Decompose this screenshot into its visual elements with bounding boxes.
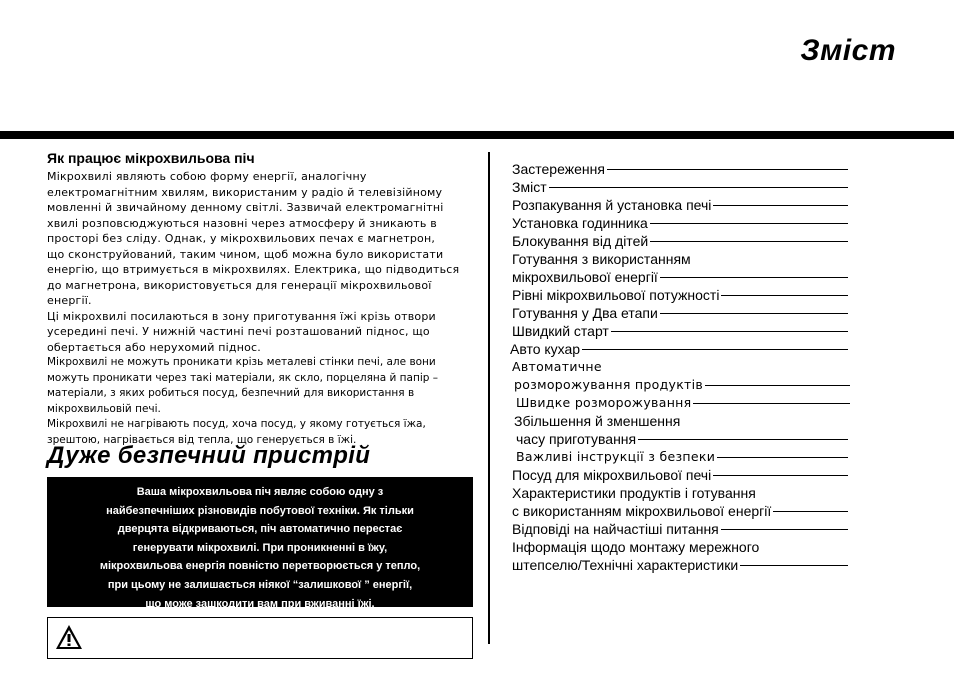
text-line: усередині печі. У нижній частині печі розташований піднос, що: [47, 325, 430, 338]
text-line: зрештою, нагрівається від тепла, що генерується в їжі.: [47, 433, 357, 446]
toc-item: [516, 394, 850, 412]
toc-item-label: Авто кухар: [510, 341, 581, 357]
toc-leader-line: [693, 403, 850, 404]
text-line: просторі без сліду. Однак, у мікрохвильових печах є магнетрон,: [47, 232, 436, 245]
toc-item: [512, 556, 848, 574]
toc-item: [512, 232, 848, 250]
toc-item-label: часу приготування: [516, 431, 637, 447]
toc-item: [514, 376, 850, 394]
toc-item-label: Зміст: [512, 179, 547, 195]
toc-leader-line: [611, 331, 848, 332]
safety-line: генерувати мікрохвилі. При проникненні в їжу,: [132, 541, 388, 554]
toc-item: [512, 538, 759, 556]
how-it-works-heading: Як працює мікрохвильова піч: [47, 150, 255, 166]
toc-leader-line: [740, 565, 848, 566]
toc-item: [512, 178, 848, 196]
text-line: Ці мікрохвилі посилаються в зону приготування їжі крізь отвори: [47, 309, 436, 323]
column-divider: [488, 152, 490, 644]
safety-line: мікрохвильова енергія повністю перетворюється у тепло,: [99, 560, 421, 573]
toc-leader-line: [638, 439, 848, 440]
toc-item-label: Автоматичне: [512, 359, 602, 374]
text-line: матеріали, з яких робиться посуд, безпечний для використання в: [47, 387, 415, 399]
toc-item-label: Готування у Два етапи: [512, 305, 658, 321]
how-it-works-text: [47, 169, 477, 355]
toc-leader-line: [773, 511, 848, 512]
toc-item-label: штепселю/Технічні характеристики: [512, 557, 739, 573]
toc-leader-line: [660, 277, 848, 278]
text-line: обертається або нерухомий піднос.: [47, 340, 261, 354]
warning-triangle-icon: [54, 623, 84, 651]
toc-item: [512, 322, 848, 340]
toc-item-label: Інформація щодо монтажу мережного: [512, 539, 760, 555]
toc-item-label: Відповіді на найчастіші питання: [512, 521, 719, 537]
toc-leader-line: [717, 457, 848, 458]
text-line: мовленні й звичайному денному світлі. Зазвичай електромагнітні: [47, 201, 444, 214]
toc-item: [512, 484, 756, 502]
toc-leader-line: [713, 475, 848, 476]
toc-item-label: Характеристики продуктів і готування: [512, 485, 756, 501]
toc-leader-line: [607, 169, 848, 170]
toc-leader-line: [713, 205, 848, 206]
toc-leader-line: [721, 295, 848, 296]
safety-line: що може зашкодити вам при вживанні їжі.: [145, 597, 375, 610]
text-line: електромагнітним хвилям, використаним у радіо й телевізійному: [47, 185, 443, 199]
toc-item: [512, 250, 691, 268]
text-line: можуть проникати через такі матеріали, як скло, порцеляна й папір –: [47, 371, 439, 384]
toc-item: [510, 340, 848, 358]
toc-item: [512, 214, 848, 232]
toc-item-label: Готування з використанням: [512, 251, 691, 267]
toc-item-label: Важливі інструкції з безпеки: [516, 449, 716, 464]
toc-item: [512, 520, 848, 538]
toc-item-label: Посуд для мікрохвильової печі: [512, 467, 712, 483]
toc-item: [514, 412, 680, 430]
toc-item-label: Розпакування й установка печі: [512, 197, 712, 213]
toc-item-label: Швидкий старт: [512, 323, 609, 339]
toc-item: [512, 268, 848, 286]
toc-leader-line: [660, 313, 848, 314]
toc-item: [512, 358, 602, 376]
text-line: мікрохвильовій печі.: [47, 402, 161, 415]
toc-item-label: Рівні мікрохвильової потужності: [512, 287, 720, 303]
warning-box: [47, 617, 473, 659]
safety-line: дверцята відкриваються, піч автоматично перестає: [117, 523, 403, 536]
safety-line: Ваша мікрохвильова піч являє собою одну з: [136, 486, 384, 498]
text-line: що сконструйований, таким чином, щоб можна було використати: [47, 247, 444, 261]
text-line: енергії.: [47, 294, 92, 307]
toc-item-label: Збільшення й зменшення: [514, 413, 681, 429]
toc-item-label: с використанням мікрохвильової енергії: [512, 503, 772, 519]
text-line: Мікрохвилі не можуть проникати крізь металеві стінки печі, але вони: [47, 356, 436, 368]
toc-item: [516, 448, 848, 466]
toc-item-label: Застереження: [512, 161, 605, 177]
toc-leader-line: [650, 223, 848, 224]
how-it-works-note: [47, 355, 477, 448]
toc-item: [516, 430, 848, 448]
toc-item: [512, 286, 848, 304]
toc-leader-line: [549, 187, 848, 188]
toc-item: [512, 196, 848, 214]
toc-leader-line: [582, 349, 848, 350]
toc-item: [512, 160, 848, 178]
toc-leader-line: [721, 529, 848, 530]
safety-heading: Дуже безпечний пристрій: [47, 442, 371, 469]
safety-info-box: [47, 477, 473, 610]
toc-leader-line: [705, 385, 850, 386]
safety-line: найбезпечніших різновидів побутової техніки. Як тільки: [106, 504, 414, 517]
text-line: Мікрохвилі являють собою форму енергії, аналогічну: [47, 170, 367, 183]
toc-leader-line: [650, 241, 848, 242]
text-line: Мікрохвилі не нагрівають посуд, хоча посуд, у якому готується їжа,: [47, 418, 426, 430]
how-it-works-section: [47, 150, 477, 448]
toc-item-label: Швидке розморожування: [516, 395, 692, 410]
safety-line: при цьому не залишається ніякої “залишкової ” енергії,: [107, 578, 413, 591]
toc-item-label: Блокування від дітей: [512, 233, 649, 249]
toc-item: [512, 466, 848, 484]
toc-item-label: мікрохвильової енергії: [512, 269, 658, 285]
toc-item: [512, 304, 848, 322]
page-title: Зміст: [800, 34, 896, 67]
toc-item: [512, 502, 848, 520]
text-line: хвилі розповсюджуються назовні через атмосферу й зникають в: [47, 216, 437, 230]
header-rule: [0, 131, 954, 139]
toc-item-label: Установка годинника: [512, 215, 648, 231]
text-line: енергію, що втримується в мікрохвилях. Електрика, що підводиться: [47, 263, 460, 276]
text-line: до магнетрона, використовується для генерації мікрохвильової: [47, 278, 432, 292]
toc-item-label: розморожування продуктів: [514, 377, 704, 392]
